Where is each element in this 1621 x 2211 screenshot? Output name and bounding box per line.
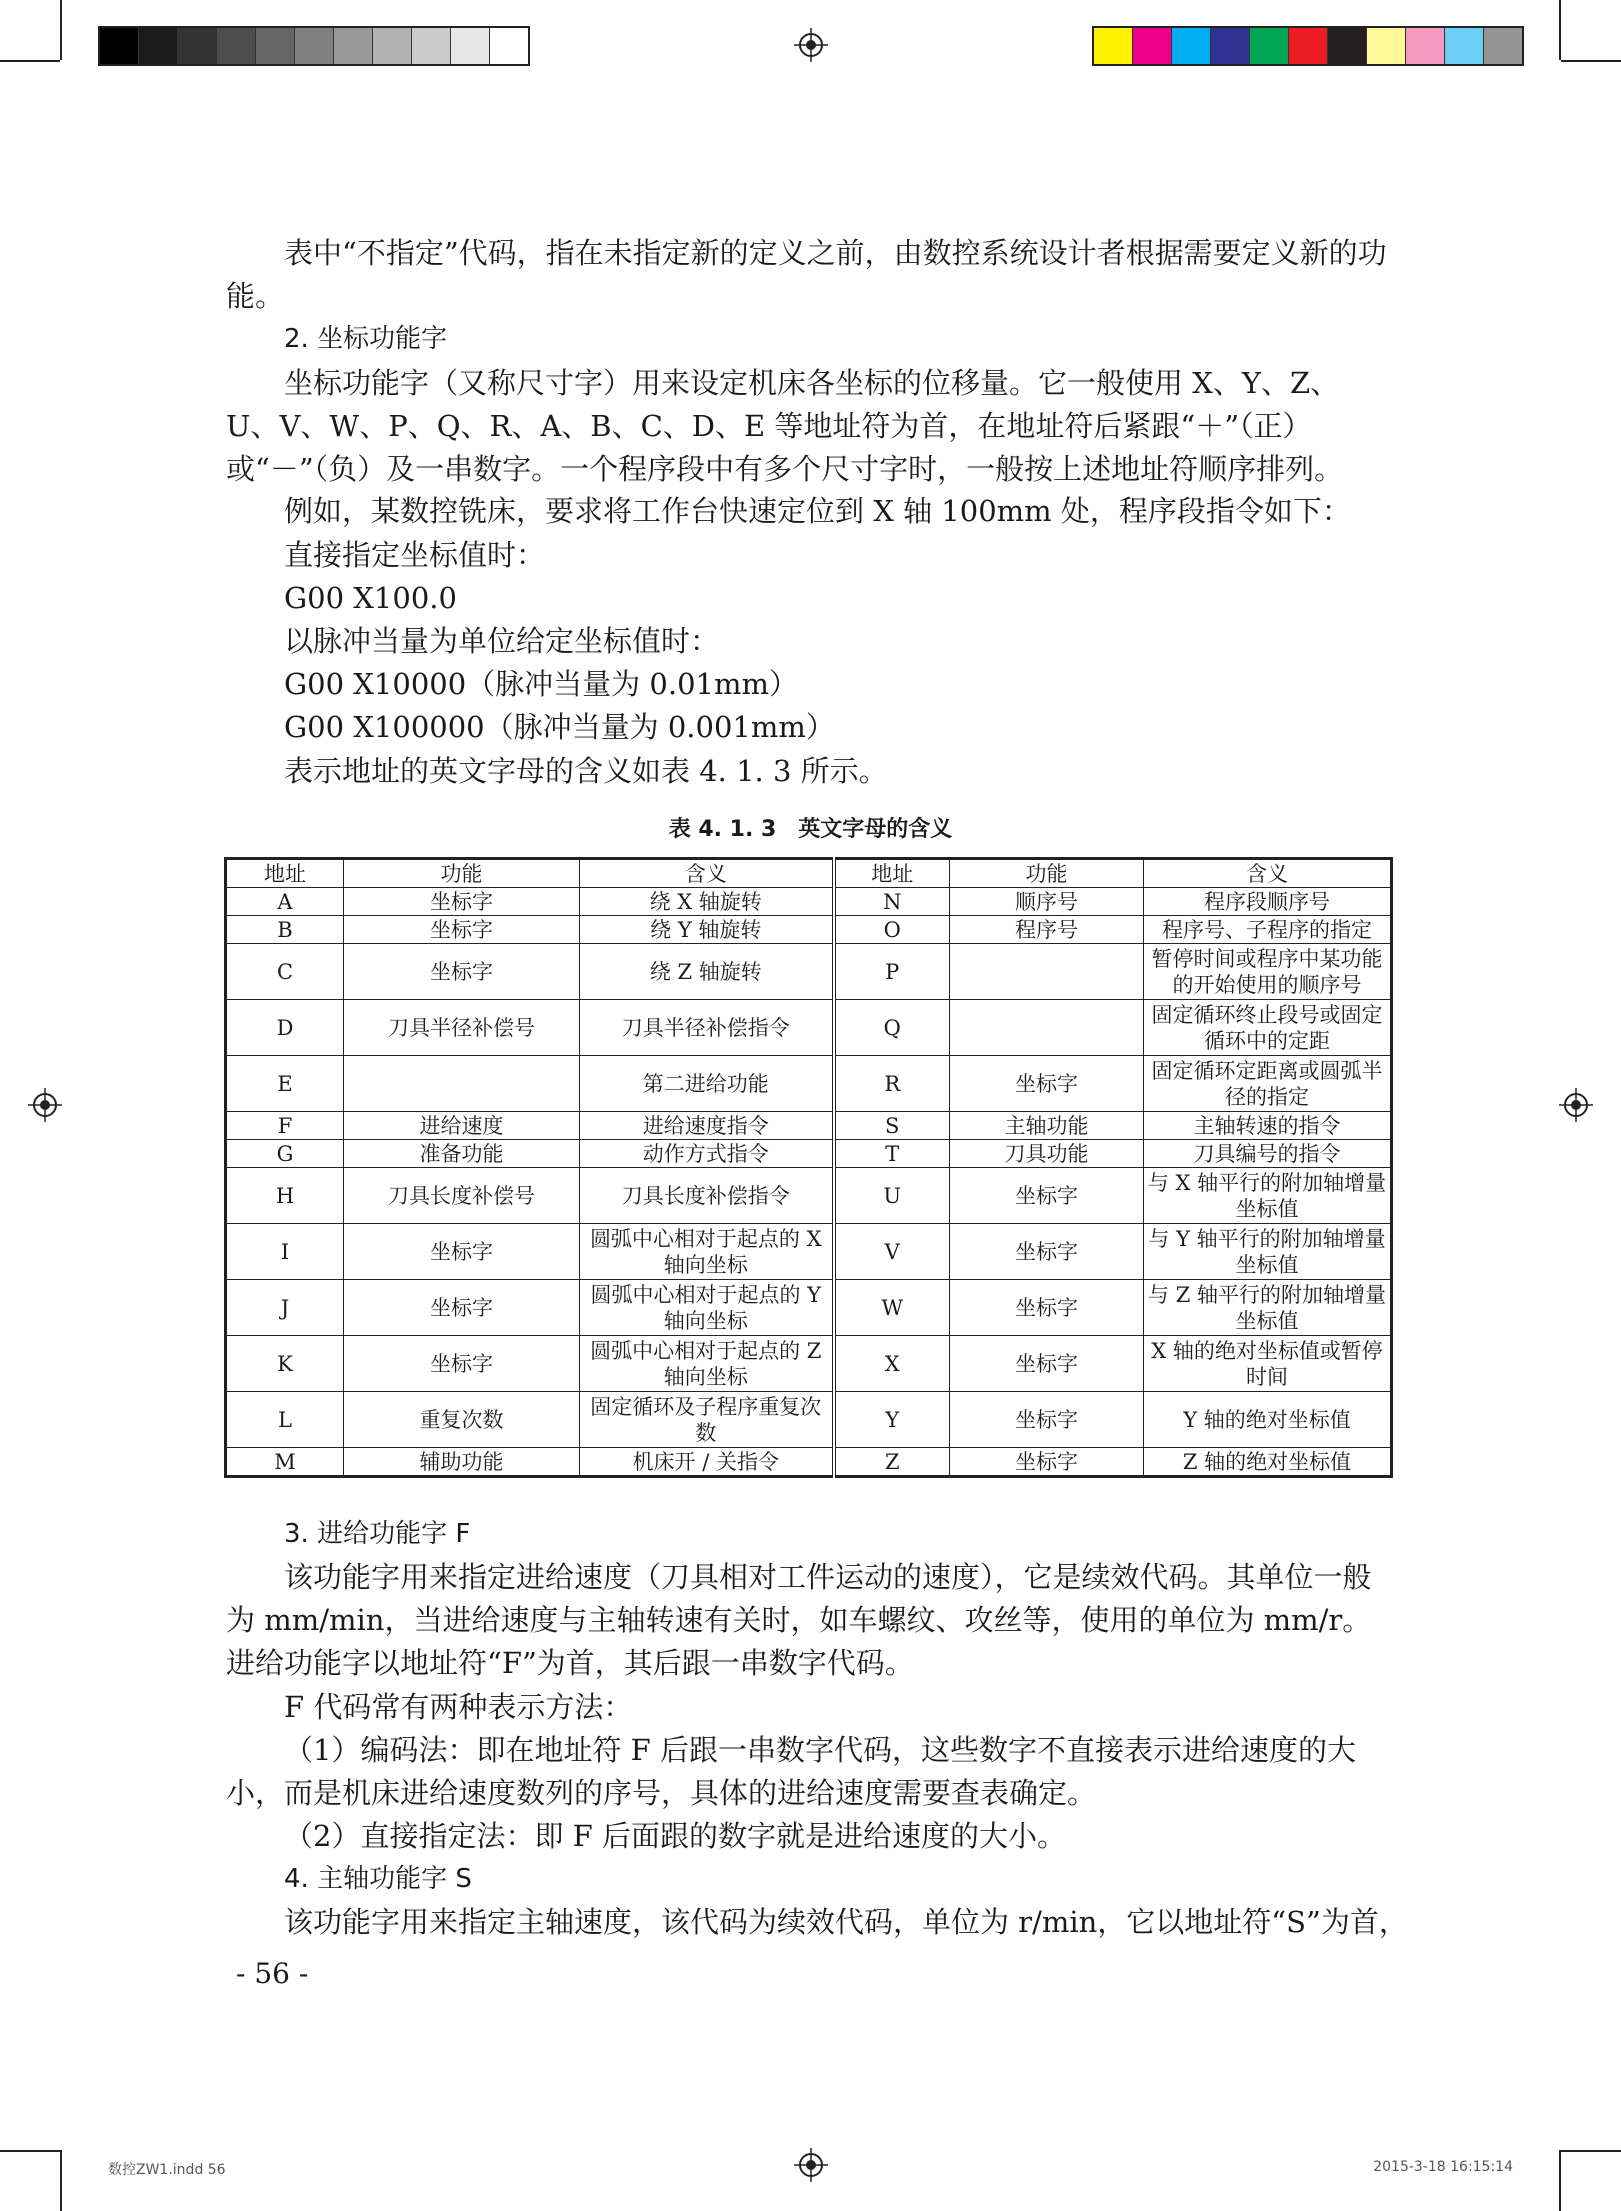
table-cell: K	[226, 1336, 344, 1392]
table-cell: 坐标字	[344, 1336, 580, 1392]
gray-swatch	[373, 28, 412, 64]
table-cell: R	[834, 1056, 950, 1112]
table-cell: H	[226, 1168, 344, 1224]
code-line: G00 X10000（脉冲当量为 0.01mm）	[284, 667, 798, 701]
gray-swatch	[256, 28, 295, 64]
table-cell: 刀具半径补偿指令	[580, 1000, 834, 1056]
registration-mark-icon	[1559, 1088, 1593, 1122]
table-cell: 动作方式指令	[580, 1140, 834, 1168]
table-cell: C	[226, 944, 344, 1000]
crop-mark	[1561, 60, 1621, 62]
table-header-cell: 地址	[226, 859, 344, 888]
table-cell: 坐标字	[950, 1448, 1144, 1477]
table-cell: Z	[834, 1448, 950, 1477]
gray-swatch	[295, 28, 334, 64]
gray-swatch	[451, 28, 490, 64]
text-line: （2）直接指定法：即 F 后面跟的数字就是进给速度的大小。	[284, 1819, 1067, 1853]
table-cell: Q	[834, 1000, 950, 1056]
table-cell	[950, 1000, 1144, 1056]
table-cell	[950, 944, 1144, 1000]
table-row	[226, 916, 1392, 944]
table-cell: 第二进给功能	[580, 1056, 834, 1112]
crop-mark	[1559, 2150, 1561, 2211]
paragraph: （1）编码法：即在地址符 F 后跟一串数字代码，这些数字不直接表示进给速度的大小，而是机床进给速度数列的序号，具体的进给速度需要查表确定。	[226, 1733, 1357, 1810]
color-swatch	[1367, 28, 1406, 64]
table-row	[226, 1168, 1392, 1224]
table-cell: B	[226, 916, 344, 944]
color-swatch	[1133, 28, 1172, 64]
table-header-row	[226, 859, 1392, 888]
code-line: G00 X100000（脉冲当量为 0.001mm）	[284, 710, 835, 744]
table-cell: Y 轴的绝对坐标值	[1144, 1392, 1392, 1448]
crop-mark	[60, 0, 62, 60]
table-row	[226, 1140, 1392, 1168]
table-cell: 主轴转速的指令	[1144, 1112, 1392, 1140]
table-row	[226, 1336, 1392, 1392]
table-cell: 与 Z 轴平行的附加轴增量坐标值	[1144, 1280, 1392, 1336]
page-number: - 56 -	[236, 1957, 309, 1990]
gray-swatch	[412, 28, 451, 64]
crop-mark	[1559, 0, 1561, 60]
color-swatch	[1250, 28, 1289, 64]
table-cell: 刀具长度补偿号	[344, 1168, 580, 1224]
registration-mark-icon	[794, 28, 828, 62]
table-cell: 刀具半径补偿号	[344, 1000, 580, 1056]
gray-swatch	[139, 28, 178, 64]
table-row	[226, 1392, 1392, 1448]
crop-mark	[0, 2150, 60, 2152]
table-cell: 圆弧中心相对于起点的 Y 轴向坐标	[580, 1280, 834, 1336]
color-swatch	[1445, 28, 1484, 64]
table-row	[226, 1056, 1392, 1112]
paragraph: 该功能字用来指定主轴速度，该代码为续效代码，单位为 r/min，它以地址符“S”为首，	[284, 1905, 1408, 1939]
crop-mark	[60, 2150, 62, 2211]
table-header-cell: 含义	[1144, 859, 1392, 888]
table-cell: 坐标字	[344, 1224, 580, 1280]
table-header-cell: 功能	[344, 859, 580, 888]
grayscale-bar	[98, 26, 530, 66]
paragraph: 表中“不指定”代码，指在未指定新的定义之前，由数控系统设计者根据需要定义新的功能。	[226, 236, 1387, 313]
table-cell: T	[834, 1140, 950, 1168]
table-cell: 坐标字	[950, 1336, 1144, 1392]
table-cell: 坐标字	[344, 944, 580, 1000]
text-line: 直接指定坐标值时：	[284, 538, 546, 572]
table-cell: D	[226, 1000, 344, 1056]
table-cell: 坐标字	[950, 1280, 1144, 1336]
table-header-cell: 含义	[580, 859, 834, 888]
table-cell: 圆弧中心相对于起点的 X 轴向坐标	[580, 1224, 834, 1280]
table-cell: 准备功能	[344, 1140, 580, 1168]
table-cell: I	[226, 1224, 344, 1280]
table-cell: 坐标字	[344, 1280, 580, 1336]
table-cell: 程序号、子程序的指定	[1144, 916, 1392, 944]
code-line: G00 X100.0	[284, 581, 457, 615]
table-row	[226, 1224, 1392, 1280]
table-cell: A	[226, 888, 344, 916]
table-cell: M	[226, 1448, 344, 1477]
paragraph: 坐标功能字（又称尺寸字）用来设定机床各坐标的位移量。它一般使用 X、Y、Z、U、V、W、P、Q、R、A、B、C、D、E 等地址符为首，在地址符后紧跟“＋”（正）或“－”（负）及一串数字。一个程序段中有多个尺寸字时，一般按上述地址符顺序排列。	[226, 366, 1344, 486]
table-row	[226, 1280, 1392, 1336]
table-cell: Z 轴的绝对坐标值	[1144, 1448, 1392, 1477]
text-line: 表示地址的英文字母的含义如表 4. 1. 3 所示。	[284, 754, 888, 788]
color-swatch	[1094, 28, 1133, 64]
text-line: F 代码常有两种表示方法：	[284, 1690, 633, 1724]
table-cell: W	[834, 1280, 950, 1336]
paragraph: 例如，某数控铣床，要求将工作台快速定位到 X 轴 100mm 处，程序段指令如下：	[284, 494, 1351, 528]
table-cell: S	[834, 1112, 950, 1140]
table-cell: 暂停时间或程序中某功能的开始使用的顺序号	[1144, 944, 1392, 1000]
table-cell: 坐标字	[950, 1056, 1144, 1112]
table-container	[224, 857, 1390, 1478]
table-caption: 表 4. 1. 3 英文字母的含义	[668, 817, 953, 842]
table-cell: 刀具长度补偿指令	[580, 1168, 834, 1224]
table-row	[226, 944, 1392, 1000]
table-cell: 进给速度指令	[580, 1112, 834, 1140]
table-cell: 固定循环定距离或圆弧半径的指定	[1144, 1056, 1392, 1112]
table-cell: X 轴的绝对坐标值或暂停时间	[1144, 1336, 1392, 1392]
table-cell: X	[834, 1336, 950, 1392]
table-cell: N	[834, 888, 950, 916]
gray-swatch	[217, 28, 256, 64]
table-cell: U	[834, 1168, 950, 1224]
text-line: 以脉冲当量为单位给定坐标值时：	[284, 624, 720, 658]
gray-swatch	[490, 28, 528, 64]
table-cell: Y	[834, 1392, 950, 1448]
table-cell: 与 X 轴平行的附加轴增量坐标值	[1144, 1168, 1392, 1224]
table-cell: L	[226, 1392, 344, 1448]
footer-file-info: 数控ZW1.indd 56	[108, 2162, 226, 2178]
section-heading: 3. 进给功能字 F	[284, 1519, 471, 1549]
table-cell: 重复次数	[344, 1392, 580, 1448]
table-cell: 坐标字	[344, 916, 580, 944]
table-cell: 与 Y 轴平行的附加轴增量坐标值	[1144, 1224, 1392, 1280]
color-swatch	[1328, 28, 1367, 64]
table-row	[226, 888, 1392, 916]
table-row	[226, 1000, 1392, 1056]
table-cell: 绕 Z 轴旋转	[580, 944, 834, 1000]
table-cell: 刀具功能	[950, 1140, 1144, 1168]
table-cell: F	[226, 1112, 344, 1140]
table-cell: 程序号	[950, 916, 1144, 944]
table-cell: 固定循环终止段号或固定循环中的定距	[1144, 1000, 1392, 1056]
registration-mark-icon	[794, 2148, 828, 2182]
color-swatch	[1289, 28, 1328, 64]
section-heading: 2. 坐标功能字	[284, 324, 448, 354]
table-header-cell: 地址	[834, 859, 950, 888]
crop-mark	[1561, 2150, 1621, 2152]
color-swatch	[1172, 28, 1211, 64]
color-bar	[1092, 26, 1524, 66]
table-row	[226, 1112, 1392, 1140]
gray-swatch	[334, 28, 373, 64]
table-cell: 固定循环及子程序重复次数	[580, 1392, 834, 1448]
paragraph: 该功能字用来指定进给速度（刀具相对工件运动的速度），它是续效代码。其单位一般为 mm/min，当进给速度与主轴转速有关时，如车螺纹、攻丝等，使用的单位为 mm/r。进给功能字以地址符“F”为首，其后跟一串数字代码。	[226, 1560, 1372, 1680]
letter-meaning-table	[224, 857, 1393, 1478]
table-cell: V	[834, 1224, 950, 1280]
section-heading: 4. 主轴功能字 S	[284, 1864, 472, 1894]
table-cell: 主轴功能	[950, 1112, 1144, 1140]
table-cell: 圆弧中心相对于起点的 Z 轴向坐标	[580, 1336, 834, 1392]
color-swatch	[1211, 28, 1250, 64]
table-cell: 刀具编号的指令	[1144, 1140, 1392, 1168]
table-cell: 绕 X 轴旋转	[580, 888, 834, 916]
table-cell: P	[834, 944, 950, 1000]
color-swatch	[1406, 28, 1445, 64]
registration-mark-icon	[28, 1088, 62, 1122]
table-cell: 坐标字	[950, 1392, 1144, 1448]
table-cell: 机床开 / 关指令	[580, 1448, 834, 1477]
table-cell: J	[226, 1280, 344, 1336]
table-cell: 顺序号	[950, 888, 1144, 916]
table-cell: 程序段顺序号	[1144, 888, 1392, 916]
table-cell	[344, 1056, 580, 1112]
color-swatch	[1484, 28, 1522, 64]
table-cell: 坐标字	[950, 1168, 1144, 1224]
gray-swatch	[100, 28, 139, 64]
table-cell: O	[834, 916, 950, 944]
table-cell: 绕 Y 轴旋转	[580, 916, 834, 944]
table-cell: G	[226, 1140, 344, 1168]
crop-mark	[0, 60, 60, 62]
table-row	[226, 1448, 1392, 1477]
footer-timestamp: 2015-3-18 16:15:14	[1373, 2159, 1513, 2175]
table-cell: 进给速度	[344, 1112, 580, 1140]
table-cell: 坐标字	[344, 888, 580, 916]
table-cell: 辅助功能	[344, 1448, 580, 1477]
table-cell: 坐标字	[950, 1224, 1144, 1280]
gray-swatch	[178, 28, 217, 64]
table-header-cell: 功能	[950, 859, 1144, 888]
table-cell: E	[226, 1056, 344, 1112]
